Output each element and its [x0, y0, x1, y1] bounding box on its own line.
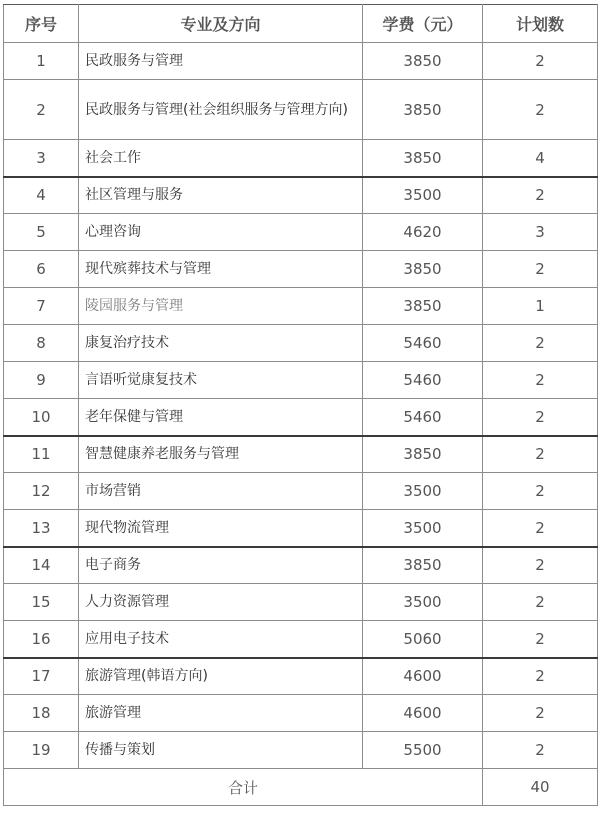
cell-plan: 2: [483, 547, 598, 584]
header-index: 序号: [4, 5, 79, 43]
cell-plan: 2: [483, 325, 598, 362]
table-row: [4, 473, 598, 510]
header-row: [4, 5, 598, 43]
table-row: [4, 43, 598, 80]
cell-fee: 3850: [363, 140, 483, 177]
cell-major: 旅游管理(韩语方向): [79, 658, 363, 695]
cell-index: 19: [4, 732, 79, 769]
cell-fee: 4600: [363, 695, 483, 732]
cell-major: 传播与策划: [79, 732, 363, 769]
cell-fee: 5460: [363, 362, 483, 399]
cell-major: 旅游管理: [79, 695, 363, 732]
cell-index: 8: [4, 325, 79, 362]
cell-fee: 3850: [363, 80, 483, 140]
cell-fee: 3500: [363, 510, 483, 547]
table-row: [4, 80, 598, 140]
cell-index: 4: [4, 177, 79, 214]
table-header: [4, 5, 598, 43]
cell-index: 18: [4, 695, 79, 732]
cell-plan: 2: [483, 510, 598, 547]
cell-fee: 4600: [363, 658, 483, 695]
cell-index: 3: [4, 140, 79, 177]
cell-fee: 5500: [363, 732, 483, 769]
table-row: [4, 584, 598, 621]
cell-fee: 3850: [363, 547, 483, 584]
cell-index: 6: [4, 251, 79, 288]
cell-major: 心理咨询: [79, 214, 363, 251]
cell-plan: 2: [483, 621, 598, 658]
header-plan: 计划数: [483, 5, 598, 43]
table-footer: [4, 769, 598, 806]
cell-plan: 3: [483, 214, 598, 251]
cell-fee: 5060: [363, 621, 483, 658]
cell-major: 智慧健康养老服务与管理: [79, 436, 363, 473]
cell-index: 5: [4, 214, 79, 251]
table-row: [4, 658, 598, 695]
cell-major: 言语听觉康复技术: [79, 362, 363, 399]
enrollment-plan-table: [3, 4, 598, 806]
cell-fee: 3500: [363, 584, 483, 621]
table-body: [4, 43, 598, 769]
cell-major: 民政服务与管理: [79, 43, 363, 80]
header-fee: 学费（元）: [363, 5, 483, 43]
cell-plan: 2: [483, 473, 598, 510]
table-row: [4, 177, 598, 214]
cell-plan: 2: [483, 251, 598, 288]
cell-fee: 4620: [363, 214, 483, 251]
cell-index: 11: [4, 436, 79, 473]
cell-major: 市场营销: [79, 473, 363, 510]
total-label: 合计: [4, 769, 483, 806]
cell-index: 17: [4, 658, 79, 695]
table-row: [4, 362, 598, 399]
cell-plan: 2: [483, 80, 598, 140]
table-row: [4, 251, 598, 288]
header-major: 专业及方向: [79, 5, 363, 43]
cell-index: 16: [4, 621, 79, 658]
cell-index: 9: [4, 362, 79, 399]
cell-plan: 2: [483, 436, 598, 473]
cell-major: 老年保健与管理: [79, 399, 363, 436]
cell-fee: 5460: [363, 325, 483, 362]
cell-major: 现代殡葬技术与管理: [79, 251, 363, 288]
cell-plan: 2: [483, 695, 598, 732]
cell-index: 12: [4, 473, 79, 510]
total-plan: 40: [483, 769, 598, 806]
cell-index: 13: [4, 510, 79, 547]
table-row: [4, 621, 598, 658]
table-row: [4, 547, 598, 584]
cell-major: 社会工作: [79, 140, 363, 177]
cell-fee: 5460: [363, 399, 483, 436]
cell-fee: 3500: [363, 473, 483, 510]
cell-plan: 2: [483, 732, 598, 769]
cell-plan: 2: [483, 362, 598, 399]
cell-plan: 2: [483, 177, 598, 214]
cell-major: 陵园服务与管理: [79, 288, 363, 325]
cell-plan: 2: [483, 43, 598, 80]
table-row: [4, 214, 598, 251]
cell-plan: 2: [483, 399, 598, 436]
cell-major: 电子商务: [79, 547, 363, 584]
cell-plan: 2: [483, 584, 598, 621]
table-row: [4, 399, 598, 436]
cell-fee: 3850: [363, 251, 483, 288]
table-row: [4, 288, 598, 325]
cell-index: 2: [4, 80, 79, 140]
cell-fee: 3850: [363, 43, 483, 80]
cell-plan: 2: [483, 658, 598, 695]
cell-major: 康复治疗技术: [79, 325, 363, 362]
cell-plan: 4: [483, 140, 598, 177]
cell-fee: 3850: [363, 288, 483, 325]
total-row: [4, 769, 598, 806]
cell-fee: 3850: [363, 436, 483, 473]
cell-major: 民政服务与管理(社会组织服务与管理方向): [79, 80, 363, 140]
cell-index: 1: [4, 43, 79, 80]
table-row: [4, 325, 598, 362]
cell-fee: 3500: [363, 177, 483, 214]
table-row: [4, 510, 598, 547]
table-row: [4, 140, 598, 177]
table-row: [4, 695, 598, 732]
cell-major: 社区管理与服务: [79, 177, 363, 214]
table-row: [4, 732, 598, 769]
cell-index: 15: [4, 584, 79, 621]
table-row: [4, 436, 598, 473]
cell-index: 7: [4, 288, 79, 325]
cell-major: 应用电子技术: [79, 621, 363, 658]
cell-major: 人力资源管理: [79, 584, 363, 621]
cell-major: 现代物流管理: [79, 510, 363, 547]
cell-plan: 1: [483, 288, 598, 325]
cell-index: 10: [4, 399, 79, 436]
cell-index: 14: [4, 547, 79, 584]
